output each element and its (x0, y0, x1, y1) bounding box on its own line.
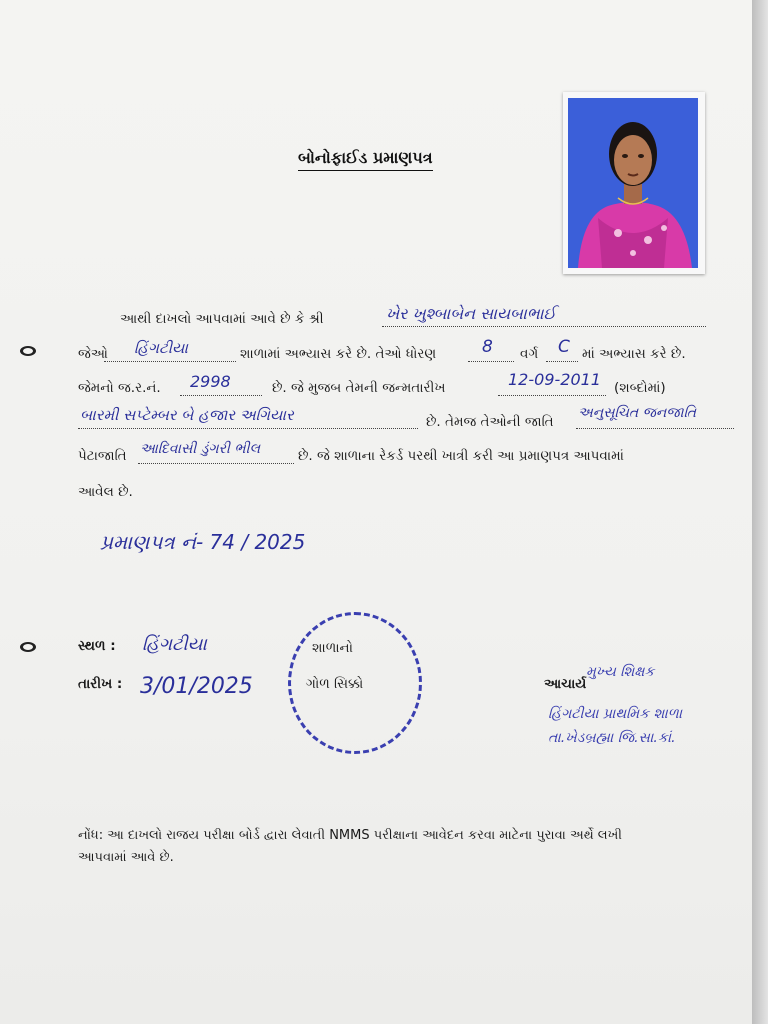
page-edge (752, 0, 768, 1024)
caste-value: અનુસૂચિત જનજાતિ (578, 405, 697, 421)
subcaste-dotted-line (138, 463, 294, 464)
name-dotted-line (382, 326, 706, 327)
line3-text-3: (શબ્દોમાં) (614, 380, 666, 396)
standard-value: 8 (482, 337, 493, 357)
dob-dotted-line (498, 395, 606, 396)
birth-date-words: બારમી સપ્ટેમ્બર બે હજાર અગિયાર (80, 406, 294, 424)
line3-text-2: છે. જે મુજબ તેમની જન્મતારીખ (272, 380, 446, 396)
division-dotted-line (546, 361, 578, 362)
standard-dotted-line (468, 361, 514, 362)
date-value: 3/01/2025 (140, 674, 253, 699)
caste-dotted-line (576, 428, 734, 429)
line6-text: આવેલ છે. (78, 484, 133, 500)
line2-text-4: માં અભ્યાસ કરે છે. (582, 346, 686, 362)
punch-hole (20, 642, 36, 652)
seal-label-1: શાળાનો (312, 640, 353, 656)
intro-text: આથી દાખલો આપવામાં આવે છે કે શ્રી (120, 311, 324, 327)
principal-label: આચાર્ય (544, 676, 587, 692)
note-line-1: નોંધ: આ દાખલો રાજય પરીક્ષા બોર્ડ દ્વારા લેવાતી NMMS પરીક્ષાના આવેદન કરવા માટેના પુરાવા અર્થે લખી (78, 828, 623, 843)
school-dotted-line (104, 361, 236, 362)
note-line-2: આપવામાં આવે છે. (78, 850, 174, 865)
line5-text-1: પેટાજાતિ (78, 448, 127, 464)
punch-hole (20, 346, 36, 356)
gr-dotted-line (180, 395, 262, 396)
gr-number: 2998 (190, 372, 231, 391)
line2-text-2: શાળામાં અભ્યાસ કરે છે. તેઓ ધોરણ (240, 346, 437, 362)
line4-text-1: છે. તેમજ તેઓની જાતિ (426, 414, 554, 430)
student-photo (563, 92, 705, 274)
line2-text-3: વર્ગ (520, 346, 539, 362)
stamp-line-2: હિંગટીયા પ્રાથમિક શાળા (548, 706, 683, 722)
place-label: સ્થળ : (78, 638, 116, 654)
page-title: બોનોફાઈડ પ્રમાણપત્ર (298, 148, 433, 171)
date-label: તારીખ : (78, 676, 123, 692)
portrait-illustration (568, 98, 698, 268)
student-name: ખેર ખુશ્બાબેન સાયબાભાઈ (386, 304, 556, 323)
certificate-number: પ્રમાણપત્ર નં- 74 / 2025 (100, 530, 306, 554)
line2-text-1: જેઓ (78, 346, 108, 362)
birth-date: 12-09-2011 (508, 370, 601, 389)
stamp-line-1: મુખ્ય શિક્ષક (586, 664, 655, 680)
place-value: હિંગટીયા (142, 634, 207, 655)
stamp-line-3: તા.ખેડબ્રહ્મા જિ.સા.કાં. (548, 730, 676, 746)
sub-caste-value: આદિવાસી ડુંગરી ભીલ (140, 441, 261, 457)
line3-text-1: જેમનો જ.ર.નં. (78, 380, 161, 396)
seal-label-2: ગોળ સિક્કો (306, 676, 364, 692)
line5-text-2: છે. જે શાળાના રેકર્ડ પરથી ખાત્રી કરી આ પ્રમાણપત્ર આપવામાં (298, 448, 624, 464)
division-value: C (558, 337, 570, 357)
dob-words-dotted-line (78, 428, 418, 429)
school-name: હિંગટીયા (134, 339, 188, 357)
